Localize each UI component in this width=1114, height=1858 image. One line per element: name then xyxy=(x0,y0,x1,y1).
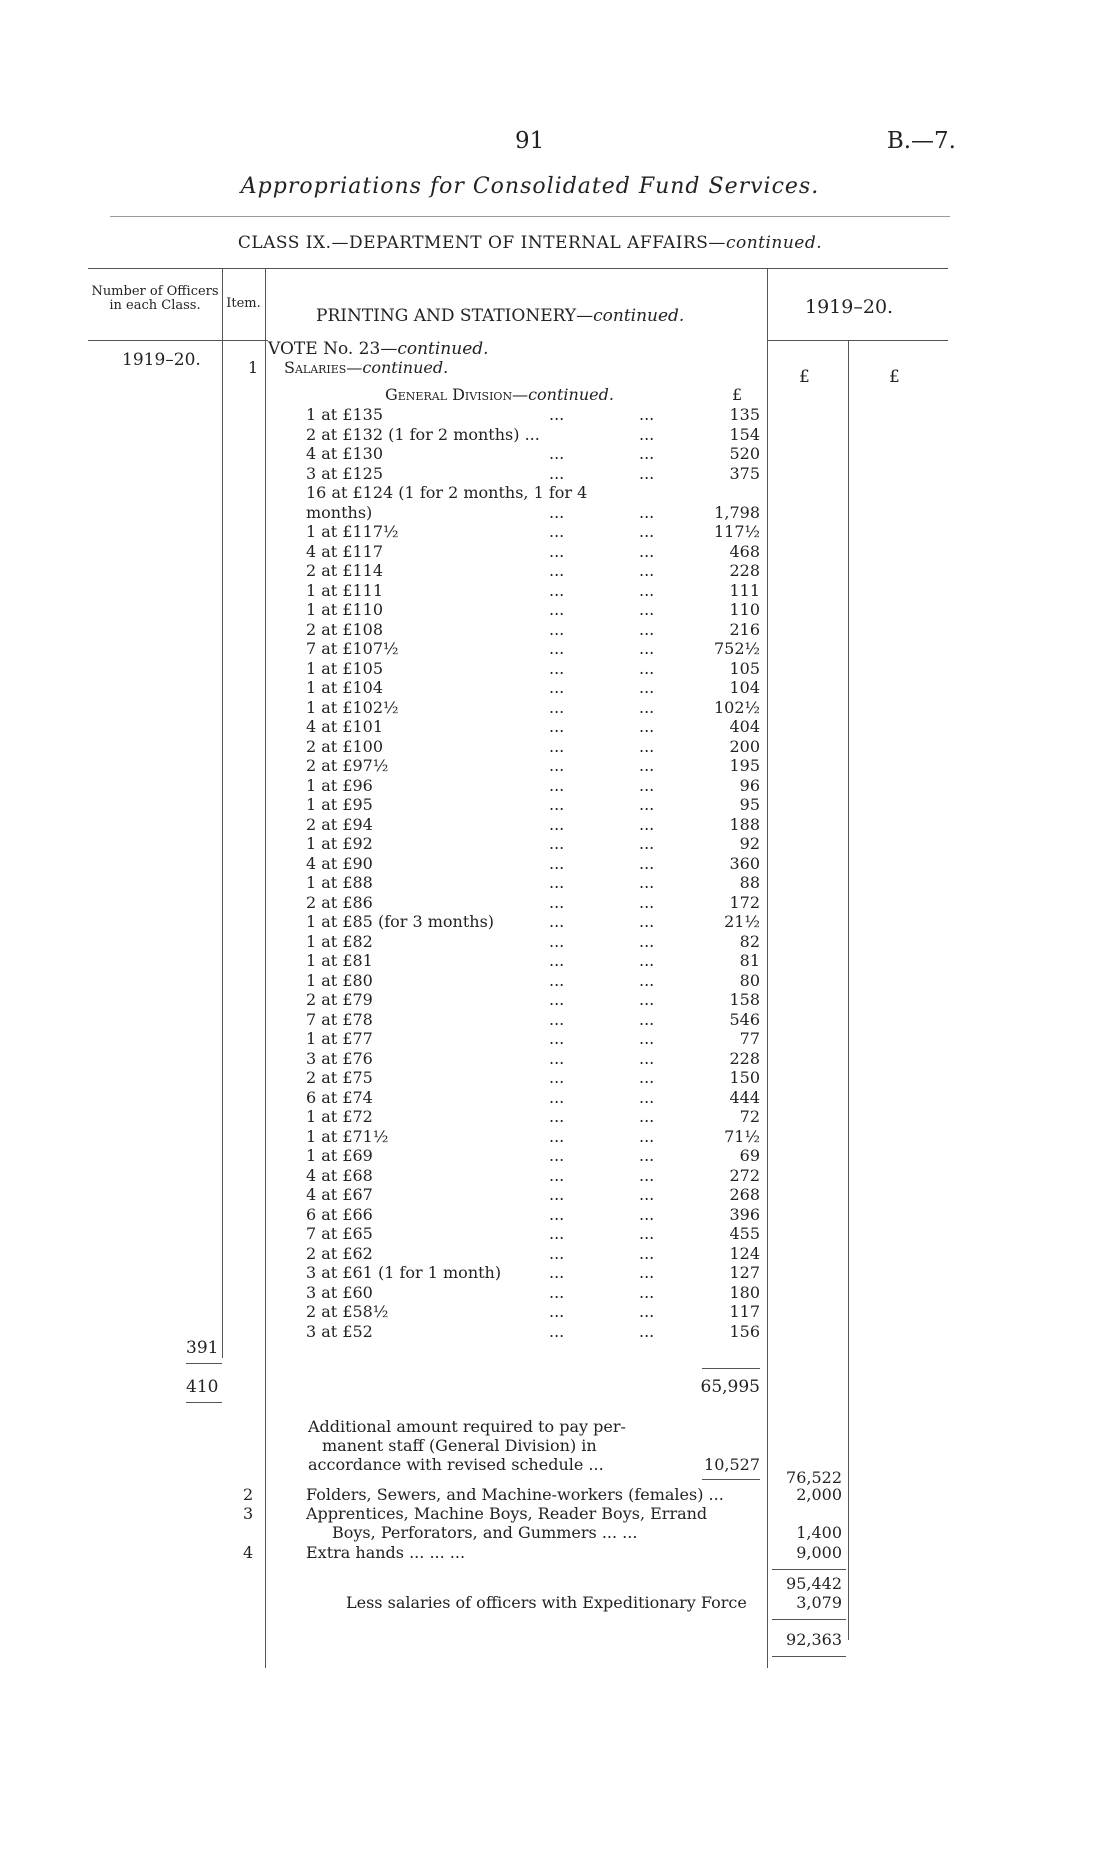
header-bottom-rule-left xyxy=(88,340,268,341)
salary-row-amount: 105 xyxy=(729,658,760,678)
salary-row-label: 4 at £130 xyxy=(306,444,384,463)
salary-row-amount: 216 xyxy=(729,619,760,639)
leader-dots: ... xyxy=(549,717,565,736)
salary-row-amount: 72 xyxy=(739,1107,760,1126)
title-rule xyxy=(110,216,950,217)
salary-row-amount: 158 xyxy=(729,990,760,1009)
leader-dots: ... xyxy=(639,541,655,561)
salary-row xyxy=(306,1088,760,1108)
salaries-heading-main: Salaries— xyxy=(284,358,363,377)
officers-rule-1 xyxy=(186,1363,222,1364)
salary-row-amount: 752½ xyxy=(713,639,760,658)
salary-row-label: 3 at £125 xyxy=(306,463,384,483)
salary-row xyxy=(306,542,760,562)
leader-dots: ... xyxy=(549,1165,565,1185)
salary-row xyxy=(306,503,760,523)
salary-row-label: 1 at £105 xyxy=(306,658,384,678)
sum-amount: 95,442 xyxy=(786,1574,842,1593)
salary-row-label: 1 at £96 xyxy=(306,775,373,795)
salary-row xyxy=(306,737,760,757)
salary-row-label: 1 at £72 xyxy=(306,1107,373,1126)
leader-dots: ... xyxy=(639,892,655,912)
salary-row xyxy=(306,522,760,542)
leader-dots: ... xyxy=(549,561,565,580)
salaries-heading-continued: continued. xyxy=(362,358,449,377)
salary-row-label: 2 at £94 xyxy=(306,814,373,834)
salary-row-label: 1 at £95 xyxy=(306,795,373,814)
leader-dots: ... xyxy=(549,1107,565,1126)
salary-row-amount: 468 xyxy=(729,541,760,561)
item-3-line-2: Boys, Perforators, and Gummers ... ... xyxy=(332,1523,638,1542)
leader-dots: ... xyxy=(639,463,655,483)
salary-row-label: 2 at £97½ xyxy=(306,756,389,775)
salary-row-amount: 396 xyxy=(729,1204,760,1224)
salary-row xyxy=(306,1224,760,1244)
salary-row-label: 1 at £117½ xyxy=(306,522,399,541)
salary-row xyxy=(306,405,760,425)
leader-dots: ... xyxy=(639,853,655,873)
item-column-heading: Item. xyxy=(226,296,261,311)
leader-dots: ... xyxy=(639,795,655,814)
salary-row-amount: 180 xyxy=(729,1282,760,1302)
col-divider-pounds xyxy=(848,340,849,1640)
salary-row xyxy=(306,1029,760,1049)
leader-dots: ... xyxy=(549,1243,565,1263)
additional-line-2: manent staff (General Division) in xyxy=(322,1436,597,1455)
salary-row xyxy=(306,834,760,854)
salary-row-amount: 375 xyxy=(729,463,760,483)
col-divider-item xyxy=(265,268,266,1668)
salary-row-amount: 117 xyxy=(729,1302,760,1321)
salary-row-label: 7 at £78 xyxy=(306,1009,373,1029)
net-bottom-rule xyxy=(772,1656,846,1657)
salary-row-label: 2 at £62 xyxy=(306,1243,373,1263)
salary-row xyxy=(306,1127,760,1147)
leader-dots: ... xyxy=(549,444,565,463)
leader-dots: ... xyxy=(549,405,565,424)
leader-dots: ... xyxy=(639,1048,655,1068)
salary-row-label: 1 at £88 xyxy=(306,873,373,892)
salary-row-label: 2 at £132 (1 for 2 months) ... xyxy=(306,424,540,444)
salary-row xyxy=(306,581,760,601)
leader-dots: ... xyxy=(549,990,565,1009)
salary-row-amount: 150 xyxy=(729,1068,760,1087)
year-heading-left: 1919–20. xyxy=(122,350,201,370)
leader-dots: ... xyxy=(549,951,565,970)
leader-dots: ... xyxy=(639,1282,655,1302)
officers-rule-2 xyxy=(186,1402,222,1403)
leader-dots: ... xyxy=(639,951,655,970)
leader-dots: ... xyxy=(639,424,655,444)
salary-row-amount: 228 xyxy=(729,561,760,580)
salary-row-label: 4 at £117 xyxy=(306,541,384,561)
salary-row-label: 1 at £81 xyxy=(306,951,373,970)
salary-row-amount: 81 xyxy=(739,951,760,970)
item-number-2: 2 xyxy=(243,1485,254,1504)
pound-symbol-col1: £ xyxy=(799,367,810,387)
salary-row xyxy=(306,600,760,620)
leader-dots: ... xyxy=(549,814,565,834)
salary-row xyxy=(306,1166,760,1186)
leader-dots: ... xyxy=(639,814,655,834)
salary-row xyxy=(306,561,760,581)
leader-dots: ... xyxy=(639,697,655,717)
class-heading-continued: continued. xyxy=(725,233,823,253)
salary-row-label: 3 at £52 xyxy=(306,1321,373,1341)
salary-row xyxy=(306,464,760,484)
salary-row xyxy=(306,990,760,1010)
col-divider-amounts xyxy=(767,268,768,1668)
officers-count-391: 391 xyxy=(186,1338,219,1358)
leader-dots: ... xyxy=(639,1146,655,1165)
salary-row-amount: 156 xyxy=(729,1321,760,1341)
salary-row-amount: 154 xyxy=(729,424,760,444)
salary-row-label: 2 at £100 xyxy=(306,736,384,756)
leader-dots: ... xyxy=(549,522,565,541)
salary-row xyxy=(306,659,760,679)
item-4-text: Extra hands ... ... ... xyxy=(306,1543,466,1562)
leader-dots: ... xyxy=(639,873,655,892)
leader-dots: ... xyxy=(639,444,655,463)
leader-dots: ... xyxy=(639,1107,655,1126)
leader-dots: ... xyxy=(639,502,655,522)
salary-row-label: 7 at £65 xyxy=(306,1224,373,1243)
leader-dots: ... xyxy=(639,1009,655,1029)
section-heading-continued: continued. xyxy=(593,306,685,326)
salary-row xyxy=(306,971,760,991)
salary-row xyxy=(306,776,760,796)
general-division-main: General Division— xyxy=(385,385,529,404)
leader-dots: ... xyxy=(639,1068,655,1087)
salary-row-amount: 96 xyxy=(739,775,760,795)
leader-dots: ... xyxy=(639,834,655,853)
leader-dots: ... xyxy=(549,1302,565,1321)
leader-dots: ... xyxy=(549,853,565,873)
salary-row-amount: 92 xyxy=(739,834,760,853)
item-number-1: 1 xyxy=(248,358,259,377)
salary-row xyxy=(306,1185,760,1205)
leader-dots: ... xyxy=(639,580,655,600)
salary-row-amount: 360 xyxy=(729,853,760,873)
salary-row-amount: 104 xyxy=(729,678,760,697)
salary-row-label: 3 at £61 (1 for 1 month) xyxy=(306,1263,502,1282)
salary-row-amount: 102½ xyxy=(713,697,760,717)
table-top-rule xyxy=(88,268,948,269)
salary-row-amount: 110 xyxy=(729,600,760,619)
salary-row-amount: 117½ xyxy=(713,522,760,541)
leader-dots: ... xyxy=(639,561,655,580)
salary-row-amount: 546 xyxy=(729,1009,760,1029)
pound-symbol-col2: £ xyxy=(889,367,900,387)
leader-dots: ... xyxy=(639,658,655,678)
officers-count-410: 410 xyxy=(186,1377,219,1397)
salaries-heading xyxy=(284,358,448,377)
salary-row xyxy=(306,444,760,464)
salary-row xyxy=(306,1107,760,1127)
salary-row-label: 2 at £108 xyxy=(306,619,384,639)
salary-row-amount: 455 xyxy=(729,1224,760,1243)
page-title: Appropriations for Consolidated Fund Services. xyxy=(240,174,820,199)
pound-symbol-col3: £ xyxy=(732,385,743,404)
salary-row-label: 3 at £60 xyxy=(306,1282,373,1302)
net-total-amount: 92,363 xyxy=(786,1630,842,1649)
salary-row-amount: 188 xyxy=(729,814,760,834)
salary-row xyxy=(306,932,760,952)
leader-dots: ... xyxy=(549,1048,565,1068)
additional-total: 76,522 xyxy=(786,1468,842,1487)
salary-row xyxy=(306,795,760,815)
leader-dots: ... xyxy=(639,970,655,990)
leader-dots: ... xyxy=(639,639,655,658)
salary-row-amount: 77 xyxy=(739,1029,760,1048)
leader-dots: ... xyxy=(549,834,565,853)
salary-row-label: 1 at £111 xyxy=(306,580,384,600)
leader-dots: ... xyxy=(639,1243,655,1263)
salary-row xyxy=(306,756,760,776)
item-4-amount: 9,000 xyxy=(796,1543,842,1562)
leader-dots: ... xyxy=(549,1126,565,1146)
leader-dots: ... xyxy=(549,1204,565,1224)
salary-row xyxy=(306,678,760,698)
salary-row-label: 2 at £79 xyxy=(306,990,373,1009)
leader-dots: ... xyxy=(549,658,565,678)
salary-row-amount: 127 xyxy=(729,1263,760,1282)
leader-dots: ... xyxy=(549,1224,565,1243)
leader-dots: ... xyxy=(549,678,565,697)
salary-row xyxy=(306,854,760,874)
general-division-heading xyxy=(385,385,614,404)
leader-dots: ... xyxy=(549,931,565,951)
salary-row-label: 1 at £69 xyxy=(306,1146,373,1165)
leader-dots: ... xyxy=(549,775,565,795)
additional-line-1: Additional amount required to pay per- xyxy=(308,1417,626,1436)
leader-dots: ... xyxy=(639,678,655,697)
salary-row-label: 16 at £124 (1 for 2 months, 1 for 4 xyxy=(306,483,588,502)
salary-row-amount: 195 xyxy=(729,756,760,775)
leader-dots: ... xyxy=(549,1282,565,1302)
sum-rule xyxy=(772,1569,846,1570)
salary-row xyxy=(306,1068,760,1088)
salary-row-label: 2 at £114 xyxy=(306,561,384,580)
salary-row-amount: 69 xyxy=(739,1146,760,1165)
salary-row-amount: 272 xyxy=(729,1165,760,1185)
leader-dots: ... xyxy=(549,1321,565,1341)
salary-row-label: 7 at £107½ xyxy=(306,639,399,658)
less-expeditionary-amount: 3,079 xyxy=(796,1593,842,1612)
salary-row-amount: 71½ xyxy=(724,1126,760,1146)
leader-dots: ... xyxy=(639,1204,655,1224)
leader-dots: ... xyxy=(639,990,655,1009)
leader-dots: ... xyxy=(549,619,565,639)
leader-dots: ... xyxy=(549,541,565,561)
salary-row xyxy=(306,1244,760,1264)
salary-row xyxy=(306,1322,760,1342)
leader-dots: ... xyxy=(549,1009,565,1029)
item-number-3: 3 xyxy=(243,1504,254,1523)
leader-dots: ... xyxy=(549,892,565,912)
salary-row-label: 2 at £75 xyxy=(306,1068,373,1087)
salary-row-label: 2 at £58½ xyxy=(306,1302,389,1321)
leader-dots: ... xyxy=(639,775,655,795)
leader-dots: ... xyxy=(549,1087,565,1107)
salary-row-amount: 124 xyxy=(729,1243,760,1263)
item-3-line-1: Apprentices, Machine Boys, Reader Boys, Errand xyxy=(306,1504,708,1523)
leader-dots: ... xyxy=(549,736,565,756)
leader-dots: ... xyxy=(549,912,565,931)
leader-dots: ... xyxy=(639,717,655,736)
leader-dots: ... xyxy=(639,736,655,756)
leader-dots: ... xyxy=(549,756,565,775)
salary-row xyxy=(306,620,760,640)
salary-row xyxy=(306,425,760,445)
salary-row-label: months) xyxy=(306,502,373,522)
salary-row xyxy=(306,717,760,737)
salary-row xyxy=(306,1302,760,1322)
salary-row-amount: 172 xyxy=(729,892,760,912)
salary-row-amount: 228 xyxy=(729,1048,760,1068)
salary-row-label: 1 at £102½ xyxy=(306,697,399,717)
officers-column-heading: Number of Officers in each Class. xyxy=(91,284,219,313)
leader-dots: ... xyxy=(549,1185,565,1204)
class-heading-main: CLASS IX.—DEPARTMENT OF INTERNAL AFFAIRS— xyxy=(237,233,726,253)
section-heading xyxy=(316,306,684,326)
leader-dots: ... xyxy=(639,522,655,541)
salary-row xyxy=(306,912,760,932)
page-number: 91 xyxy=(515,128,545,154)
salary-row-label: 6 at £74 xyxy=(306,1087,373,1107)
leader-dots: ... xyxy=(549,600,565,619)
salary-row-amount: 135 xyxy=(729,405,760,424)
salary-row-label: 4 at £90 xyxy=(306,853,373,873)
leader-dots: ... xyxy=(639,1224,655,1243)
leader-dots: ... xyxy=(549,795,565,814)
salary-row-amount: 111 xyxy=(729,580,760,600)
leader-dots: ... xyxy=(549,970,565,990)
leader-dots: ... xyxy=(549,1068,565,1087)
salary-row-amount: 200 xyxy=(729,736,760,756)
leader-dots: ... xyxy=(639,1263,655,1282)
document-reference: B.—7. xyxy=(886,128,956,154)
leader-dots: ... xyxy=(549,1263,565,1282)
salary-row xyxy=(306,893,760,913)
salary-row-amount: 82 xyxy=(739,931,760,951)
salary-row-amount: 95 xyxy=(739,795,760,814)
vote-heading xyxy=(268,339,489,359)
general-division-continued: continued. xyxy=(528,385,614,404)
leader-dots: ... xyxy=(639,1185,655,1204)
leader-dots: ... xyxy=(639,1126,655,1146)
additional-rule xyxy=(702,1479,760,1480)
item-3-amount: 1,400 xyxy=(796,1523,842,1542)
salary-row-amount: 404 xyxy=(729,717,760,736)
additional-amount: 10,527 xyxy=(704,1455,760,1474)
leader-dots: ... xyxy=(639,405,655,424)
leader-dots: ... xyxy=(639,1165,655,1185)
leader-dots: ... xyxy=(639,1029,655,1048)
salary-row-amount: 268 xyxy=(729,1185,760,1204)
salary-row-label: 1 at £104 xyxy=(306,678,384,697)
less-expeditionary-label: Less salaries of officers with Expeditionary Force xyxy=(346,1593,747,1612)
salary-row-amount: 444 xyxy=(729,1087,760,1107)
salary-row xyxy=(306,483,760,503)
salary-row-label: 6 at £66 xyxy=(306,1204,373,1224)
leader-dots: ... xyxy=(639,912,655,931)
salary-row-amount: 1,798 xyxy=(714,502,760,522)
col-divider-officers xyxy=(222,268,223,1358)
item-2-amount: 2,000 xyxy=(796,1485,842,1504)
salary-row-amount: 88 xyxy=(739,873,760,892)
subtotal-amount: 65,995 xyxy=(700,1377,760,1397)
leader-dots: ... xyxy=(639,931,655,951)
item-number-4: 4 xyxy=(243,1543,254,1562)
leader-dots: ... xyxy=(639,1087,655,1107)
leader-dots: ... xyxy=(639,1302,655,1321)
salary-row-label: 1 at £80 xyxy=(306,970,373,990)
leader-dots: ... xyxy=(639,1321,655,1341)
leader-dots: ... xyxy=(549,1029,565,1048)
leader-dots: ... xyxy=(639,619,655,639)
leader-dots: ... xyxy=(549,463,565,483)
vote-heading-main: VOTE No. 23— xyxy=(268,339,398,359)
leader-dots: ... xyxy=(549,502,565,522)
salary-row xyxy=(306,698,760,718)
leader-dots: ... xyxy=(549,580,565,600)
header-bottom-rule-right xyxy=(768,340,948,341)
salary-row xyxy=(306,1205,760,1225)
salary-row xyxy=(306,815,760,835)
section-heading-main: PRINTING AND STATIONERY— xyxy=(316,306,594,326)
vote-heading-continued: continued. xyxy=(397,339,489,359)
salary-row xyxy=(306,951,760,971)
salary-row-label: 1 at £110 xyxy=(306,600,384,619)
leader-dots: ... xyxy=(549,639,565,658)
salary-row-label: 1 at £135 xyxy=(306,405,384,424)
salary-row-label: 4 at £68 xyxy=(306,1165,373,1185)
salary-row xyxy=(306,639,760,659)
leader-dots: ... xyxy=(639,600,655,619)
additional-line-3: accordance with revised schedule ... xyxy=(308,1455,604,1474)
item-2-text: Folders, Sewers, and Machine-workers (females) ... xyxy=(306,1485,724,1504)
salary-row-label: 2 at £86 xyxy=(306,892,373,912)
class-heading xyxy=(0,233,1060,253)
leader-dots: ... xyxy=(549,1146,565,1165)
net-rule xyxy=(772,1619,846,1620)
subtotal-rule xyxy=(702,1368,760,1369)
salary-row xyxy=(306,1283,760,1303)
salary-row-label: 1 at £82 xyxy=(306,931,373,951)
salary-row-label: 4 at £67 xyxy=(306,1185,373,1204)
salary-row xyxy=(306,873,760,893)
salary-row-amount: 520 xyxy=(729,444,760,463)
salary-row-label: 1 at £71½ xyxy=(306,1126,389,1146)
salary-row-label: 1 at £77 xyxy=(306,1029,373,1048)
leader-dots: ... xyxy=(549,873,565,892)
salary-row-amount: 21½ xyxy=(724,912,760,931)
salary-row-label: 1 at £92 xyxy=(306,834,373,853)
salary-row-label: 4 at £101 xyxy=(306,717,384,736)
salary-row xyxy=(306,1049,760,1069)
leader-dots: ... xyxy=(639,756,655,775)
leader-dots: ... xyxy=(549,697,565,717)
salary-row-label: 1 at £85 (for 3 months) xyxy=(306,912,495,931)
salary-row xyxy=(306,1010,760,1030)
salary-row xyxy=(306,1146,760,1166)
salary-row-label: 3 at £76 xyxy=(306,1048,373,1068)
salary-row xyxy=(306,1263,760,1283)
year-heading-right: 1919–20. xyxy=(805,296,894,318)
salary-row-amount: 80 xyxy=(739,970,760,990)
